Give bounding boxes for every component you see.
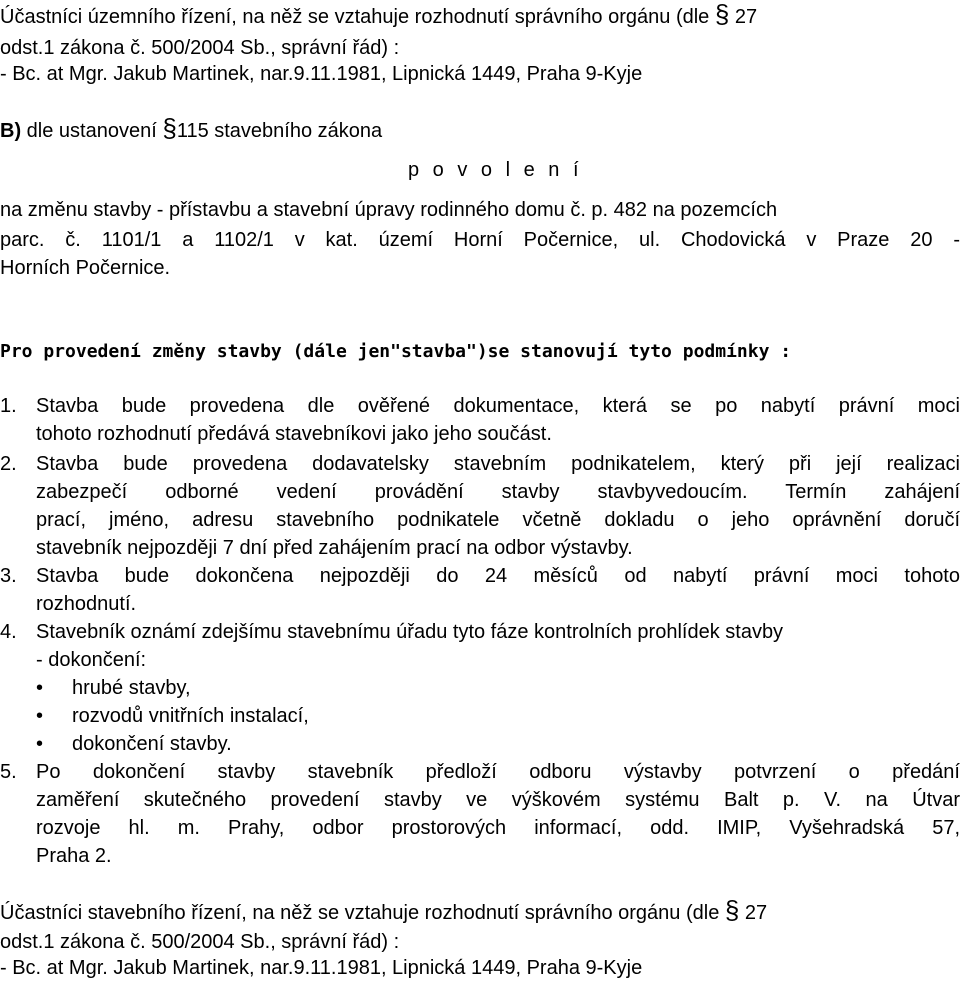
outro-text-1a: Účastníci stavebního řízení, na něž se vztahuje rozhodnutí správního orgánu (dle [0, 902, 720, 924]
bullet-icon: • [36, 677, 44, 699]
condition-2-line-2: zabezpečí odborné vedení provádění stavby stavbyvedoucím. Termín zahájení [36, 481, 960, 503]
intro-text-1a: Účastníci územního řízení, na něž se vztahuje rozhodnutí správního orgánu (dle [0, 6, 710, 28]
condition-5-number: 5. [0, 761, 17, 783]
section-symbol: § [714, 0, 730, 29]
intro-line-1 [0, 0, 758, 29]
intro-line-3: - Bc. at Mgr. Jakub Martinek, nar.9.11.1981, Lipnická 1449, Praha 9-Kyje [0, 63, 643, 85]
condition-5-line-2: zaměření skutečného provedení stavby ve výškovém systému Balt p. V. na Útvar [36, 789, 960, 811]
section-b-line [0, 113, 383, 143]
section-b-text: dle ustanovení [26, 120, 157, 142]
permit-line-3: Horních Počernice. [0, 257, 171, 279]
intro-line-2: odst.1 zákona č. 500/2004 Sb., správní řád) : [0, 37, 400, 59]
section-b-text2: 115 stavebního zákona [176, 120, 383, 142]
section-symbol: § [724, 895, 740, 925]
bullet-dokonceni: dokončení stavby. [72, 733, 232, 755]
intro-text-1b: 27 [734, 6, 758, 28]
condition-2-line-1: Stavba bude provedena dodavatelsky stavebním podnikatelem, který při její realizaci [36, 453, 960, 475]
condition-2-line-4: stavebník nejpozději 7 dní před zahájením prací na odbor výstavby. [36, 537, 633, 559]
permit-line-2: parc. č. 1101/1 a 1102/1 v kat. území Horní Počernice, ul. Chodovická v Praze 20 - [0, 229, 960, 251]
bullet-hrube-stavby: hrubé stavby, [72, 677, 191, 699]
conditions-heading: Pro provedení změny stavby (dále jen"stavba")se stanovují tyto podmínky : [0, 341, 792, 362]
section-symbol: § [162, 113, 177, 143]
condition-5-line-4: Praha 2. [36, 845, 112, 867]
section-b-prefix: B) [0, 120, 22, 142]
condition-5-line-3: rozvoje hl. m. Prahy, odbor prostorových informací, odd. IMIP, Vyšehradská 57, [36, 817, 960, 839]
decision-title: p o v o l e n í [408, 159, 583, 181]
condition-5-line-1: Po dokončení stavby stavebník předloží odboru výstavby potvrzení o předání [36, 761, 960, 783]
outro-line-3: - Bc. at Mgr. Jakub Martinek, nar.9.11.1981, Lipnická 1449, Praha 9-Kyje [0, 957, 643, 979]
permit-line-1: na změnu stavby - přístavbu a stavební úpravy rodinného domu č. p. 482 na pozemcích [0, 199, 778, 221]
condition-4-line-1: Stavebník oznámí zdejšímu stavebnímu úřadu tyto fáze kontrolních prohlídek stavby [36, 621, 784, 643]
condition-4-line-2: - dokončení: [36, 649, 147, 671]
condition-1-number: 1. [0, 395, 17, 417]
outro-line-1 [0, 895, 768, 925]
condition-3-line-1: Stavba bude dokončena nejpozději do 24 měsíců od nabytí právní moci tohoto [36, 565, 960, 587]
bullet-rozvody: rozvodů vnitřních instalací, [72, 705, 309, 727]
bullet-icon: • [36, 705, 44, 727]
condition-4-number: 4. [0, 621, 17, 643]
outro-line-2: odst.1 zákona č. 500/2004 Sb., správní řád) : [0, 931, 400, 953]
condition-1-line-2: tohoto rozhodnutí předává stavebníkovi jako jeho součást. [36, 423, 552, 445]
condition-1-line-1: Stavba bude provedena dle ověřené dokumentace, která se po nabytí právní moci [36, 395, 960, 417]
condition-2-number: 2. [0, 453, 17, 475]
condition-3-number: 3. [0, 565, 17, 587]
condition-2-line-3: prací, jméno, adresu stavebního podnikatele včetně dokladu o jeho oprávnění doručí [36, 509, 960, 531]
bullet-icon: • [36, 733, 44, 755]
condition-3-line-2: rozhodnutí. [36, 593, 137, 615]
outro-text-1b: 27 [744, 902, 768, 924]
